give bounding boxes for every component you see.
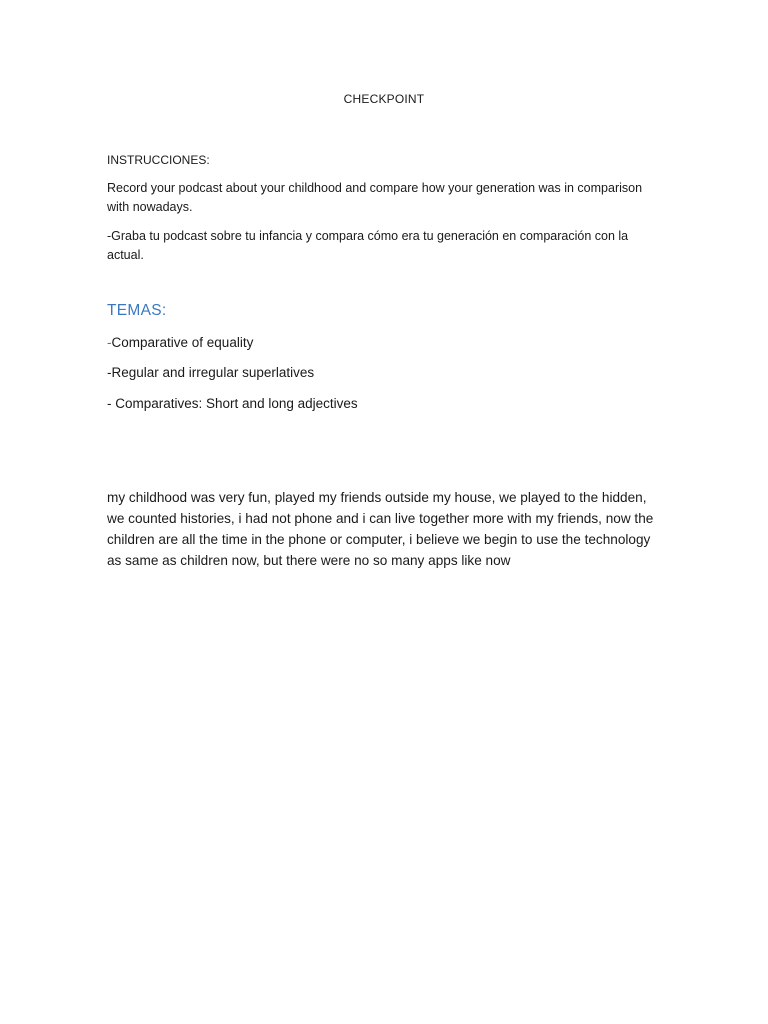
instructions-heading: INSTRUCCIONES: (107, 153, 210, 167)
topic-item (107, 334, 253, 352)
topic-item (107, 364, 314, 382)
topic-text: Comparative of equality (111, 335, 254, 350)
answer-paragraph: my childhood was very fun, played my friends outside my house, we played to the hidden, we counted histories, i had not phone and i can live together more with my friends, now the children are all the time in the phone or computer, i believe we begin to use the technology as same as children now, but there were no so many apps like now (107, 490, 654, 568)
instructions-english: Record your podcast about your childhood and compare how your generation was in comparison with nowadays. (107, 181, 643, 214)
document-title: CHECKPOINT (343, 92, 425, 106)
topic-dash: - (107, 365, 112, 380)
topic-dash: - (107, 335, 112, 350)
topic-text: Comparatives: Short and long adjectives (115, 396, 358, 411)
instructions-spanish: -Graba tu podcast sobre tu infancia y compara cómo era tu generación en comparación con la actual. (107, 229, 629, 262)
topic-item (107, 395, 358, 413)
topic-dash: - (107, 396, 116, 411)
topic-text: Regular and irregular superlatives (111, 365, 315, 380)
temas-heading: TEMAS: (107, 302, 167, 319)
